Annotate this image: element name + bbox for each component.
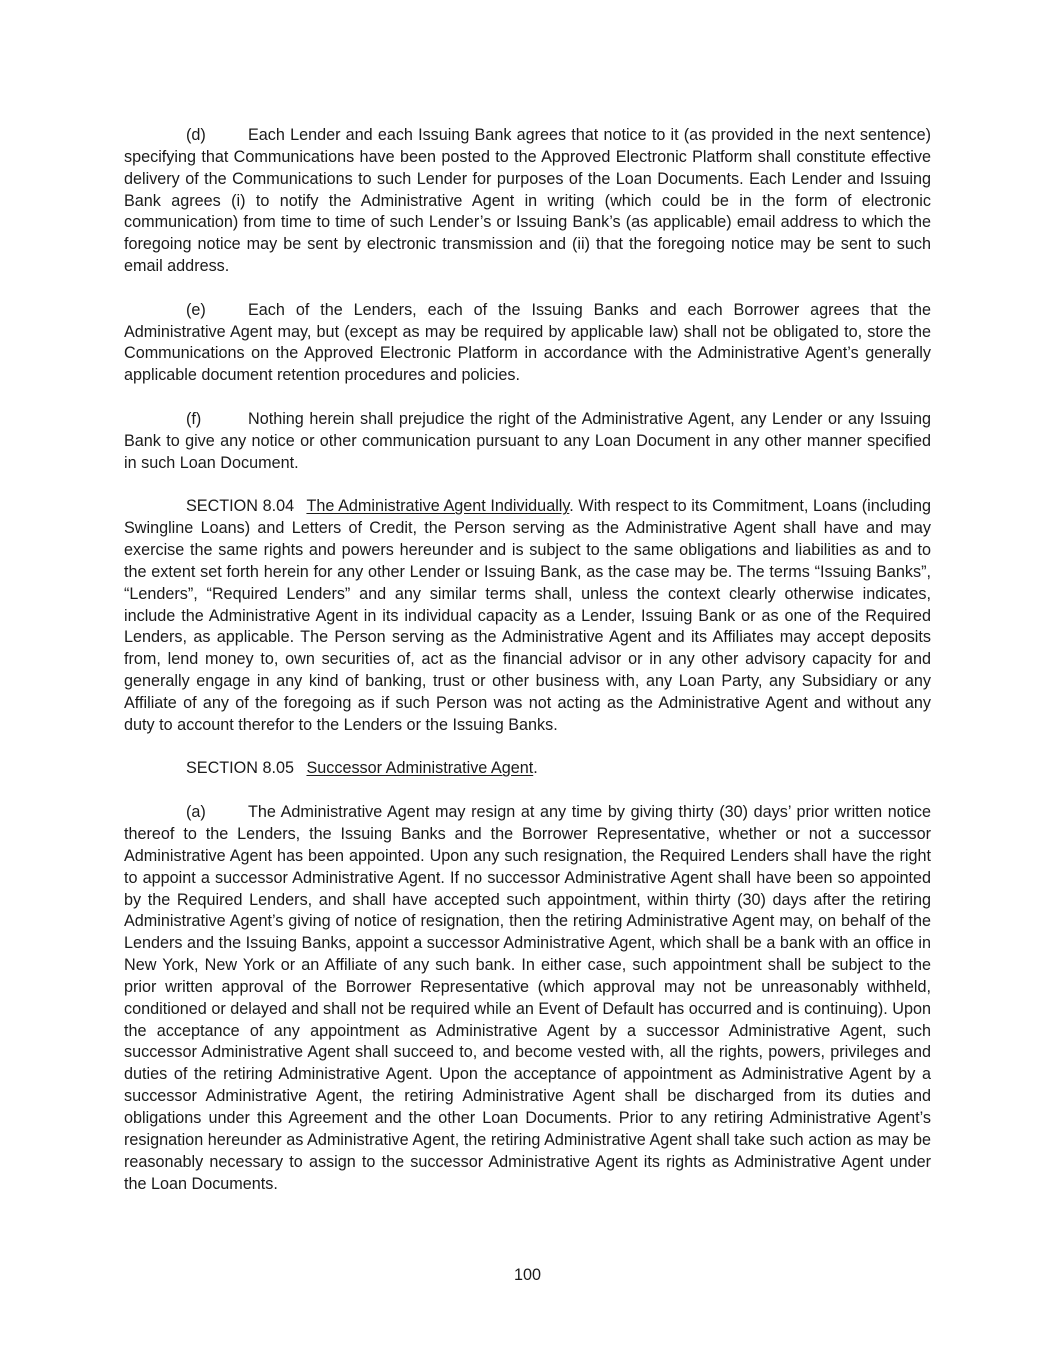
section-number: SECTION 8.04 [186, 497, 295, 516]
paragraph-text: Each of the Lenders, each of the Issuing Banks and each Borrower agrees that the Administrative Agent may, but (except as may be required by applicable law) shall not be obligated to, store the Communications on the Approved Electronic Platform in accordance with the Administrative Agent’s generally applicable document retention procedures and policies. [124, 300, 931, 385]
section-title: The Administrative Agent Individually [306, 497, 570, 516]
document-page [124, 125, 931, 1195]
section-number: SECTION 8.05 [186, 759, 294, 778]
paragraph-8-05-a [124, 802, 931, 1195]
paragraph-label: (f) [186, 409, 202, 428]
paragraph-d [124, 125, 931, 278]
section-8-04: SECTION 8.04 The Administrative Agent Individually. With respect to its Commitment, Loans (including Swingline Loans) and Letters of Credit, the Person serving as the Administrative Agent shall have and may exercise the same rights and powers hereunder and is subject to the same obligations and liabilities as and to the extent set forth herein for any other Lender or Issuing Bank, as the case may be. The terms “Issuing Banks”, “Lenders”, “Required Lenders” and any similar terms shall, unless the context clearly otherwise indicates, include the Administrative Agent in its individual capacity as a Lender, Issuing Bank or as one of the Required Lenders, as applicable. The Person serving as the Administrative Agent and its Affiliates may accept deposits from, lend money to, own securities of, act as the financial advisor or in any other advisory capacity for and generally engage in any kind of banking, trust or other business with, any Loan Party, any Subsidiary or any Affiliate of any of the foregoing as if such Person was not acting as the Administrative Agent and without any duty to account therefor to the Lenders or the Issuing Banks. [124, 497, 931, 734]
paragraph-label: (d) [186, 126, 206, 144]
paragraph-f [124, 409, 931, 475]
paragraph-text: Nothing herein shall prejudice the right of the Administrative Agent, any Lender or any Issuing Bank to give any notice or other communication pursuant to any Loan Document in any other manner specified in such Loan Document. [124, 409, 931, 472]
paragraph-label: (e) [186, 300, 206, 319]
paragraph-text: Each Lender and each Issuing Bank agrees that notice to it (as provided in the next sentence) specifying that Communications have been posted to the Approved Electronic Platform shall constitute effective delivery of the Communications to such Lender for purposes of the Loan Documents. Each Lender and Issuing Bank agrees (i) to notify the Administrative Agent in writing (which could be in the form of electronic communication) from time to time of such Lender’s or Issuing Bank’s (as applicable) email address to which the foregoing notice may be sent by electronic transmission and (ii) that the foregoing notice may be sent to such email address. [124, 126, 931, 276]
section-title: Successor Administrative Agent [306, 759, 534, 778]
section-text: With respect to its Commitment, Loans (including Swingline Loans) and Letters of Credit, the Person serving as the Administrative Agent shall have and may exercise the same rights and powers hereunder and is subject to the same obligations and liabilities as and to the extent set forth herein for any other Lender or Issuing Bank, as the case may be. The terms “Issuing Banks”, “Lenders”, “Required Lenders” and any similar terms shall, unless the context clearly otherwise indicates, include the Administrative Agent in its individual capacity as a Lender, Issuing Bank or as one of the Required Lenders, as applicable. The Person serving as the Administrative Agent and its Affiliates may accept deposits from, lend money to, own securities of, act as the financial advisor or in any other advisory capacity for and generally engage in any kind of banking, trust or other business with, any Loan Party, any Subsidiary or any Affiliate of any of the foregoing as if such Person was not acting as the Administrative Agent and without any duty to account therefor to the Lenders or the Issuing Banks. [124, 497, 931, 734]
paragraph-label: (a) [186, 803, 206, 822]
page-number: 100 [513, 1266, 541, 1284]
section-8-05-heading: SECTION 8.05 Successor Administrative Agent. [186, 759, 538, 778]
paragraph-text: The Administrative Agent may resign at any time by giving thirty (30) days’ prior written notice thereof to the Lenders, the Issuing Banks and the Borrower Representative, whether or not a successor Administrative Agent has been appointed. Upon any such resignation, the Required Lenders shall have the right to appoint a successor Administrative Agent. If no successor Administrative Agent shall have been so appointed by the Required Lenders, and shall have accepted such appointment, within thirty (30) days after the retiring Administrative Agent’s giving of notice of resignation, then the retiring Administrative Agent may, on behalf of the Lenders and the Issuing Banks, appoint a successor Administrative Agent, which shall be a bank with an office in New York, New York or an Affiliate of any such bank. In either case, such appointment shall be subject to the prior written approval of the Borrower Representative (which approval may not be unreasonably withheld, conditioned or delayed and shall not be required while an Event of Default has occurred and is continuing). Upon the acceptance of any appointment as Administrative Agent by a successor Administrative Agent, such successor Administrative Agent shall succeed to, and become vested with, all the rights, powers, privileges and duties of the retiring Administrative Agent. Upon the acceptance of appointment as Administrative Agent by a successor Administrative Agent, the retiring Administrative Agent shall be discharged from its duties and obligations under this Agreement and the other Loan Documents. Prior to any retiring Administrative Agent’s resignation hereunder as Administrative Agent, the retiring Administrative Agent shall take such action as may be reasonably necessary to assign to the successor Administrative Agent its rights as Administrative Agent under the Loan Documents. [124, 803, 931, 1193]
paragraph-e [124, 300, 931, 387]
